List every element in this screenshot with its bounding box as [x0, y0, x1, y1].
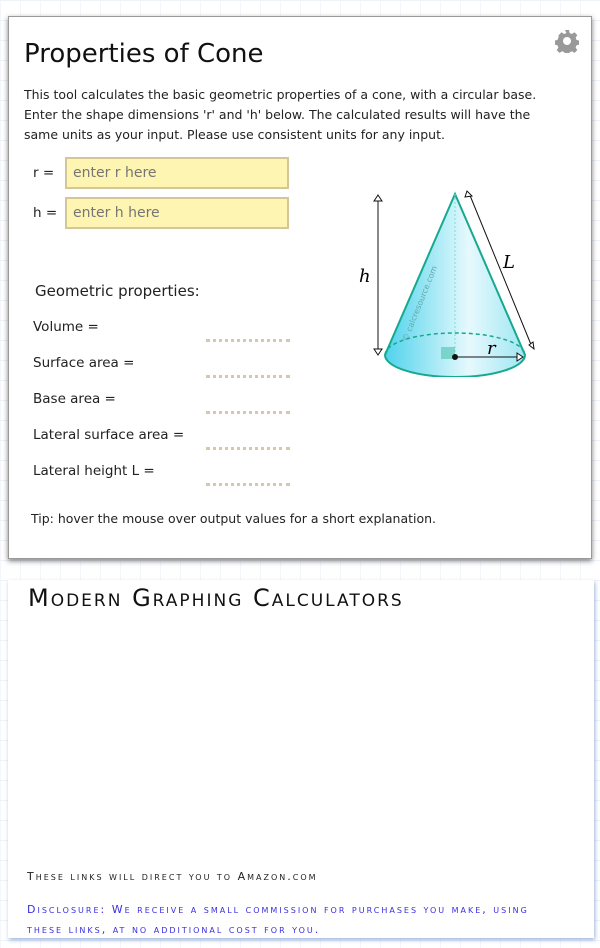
- page-title: Properties of Cone: [24, 39, 264, 69]
- volume-label: Volume =: [33, 319, 99, 335]
- gear-icon[interactable]: [555, 29, 579, 53]
- ad-card: [8, 580, 594, 938]
- disclosure-text: Disclosure: We receive a small commission for purchases you make, using these links, at no additional cost for you.: [27, 903, 529, 936]
- r-label: r =: [33, 165, 55, 181]
- cone-calculator-card: [8, 16, 592, 559]
- volume-output[interactable]: [206, 339, 290, 342]
- h-input[interactable]: [65, 197, 289, 229]
- section-title: Geometric properties:: [35, 282, 200, 300]
- h-diagram-label: h: [359, 266, 371, 287]
- watermark: © calcresource.com: [400, 264, 440, 343]
- lateral-surface-output[interactable]: [206, 447, 290, 450]
- intro-text: This tool calculates the basic geometric properties of a cone, with a circular base. Enter the shape dimensions 'r' and 'h' below. The calculated results will have the same units as your input. Please use consistent units for any input.: [24, 87, 537, 142]
- lateral-height-label: Lateral height L =: [33, 463, 155, 479]
- tip-text: Tip: hover the mouse over output values for a short explanation.: [31, 511, 437, 526]
- r-diagram-label: r: [487, 338, 496, 359]
- ad-title: Modern Graphing Calculators: [28, 584, 404, 612]
- cone-diagram: [339, 177, 559, 377]
- base-area-output[interactable]: [206, 411, 290, 414]
- lateral-height-output[interactable]: [206, 483, 290, 486]
- surface-area-output[interactable]: [206, 375, 290, 378]
- L-diagram-label: L: [503, 252, 515, 273]
- amazon-note: These links will direct you to Amazon.com: [27, 870, 318, 883]
- base-area-label: Base area =: [33, 391, 116, 407]
- r-input[interactable]: [65, 157, 289, 189]
- h-label: h =: [33, 205, 58, 221]
- surface-area-label: Surface area =: [33, 355, 135, 371]
- lateral-surface-label: Lateral surface area =: [33, 427, 185, 443]
